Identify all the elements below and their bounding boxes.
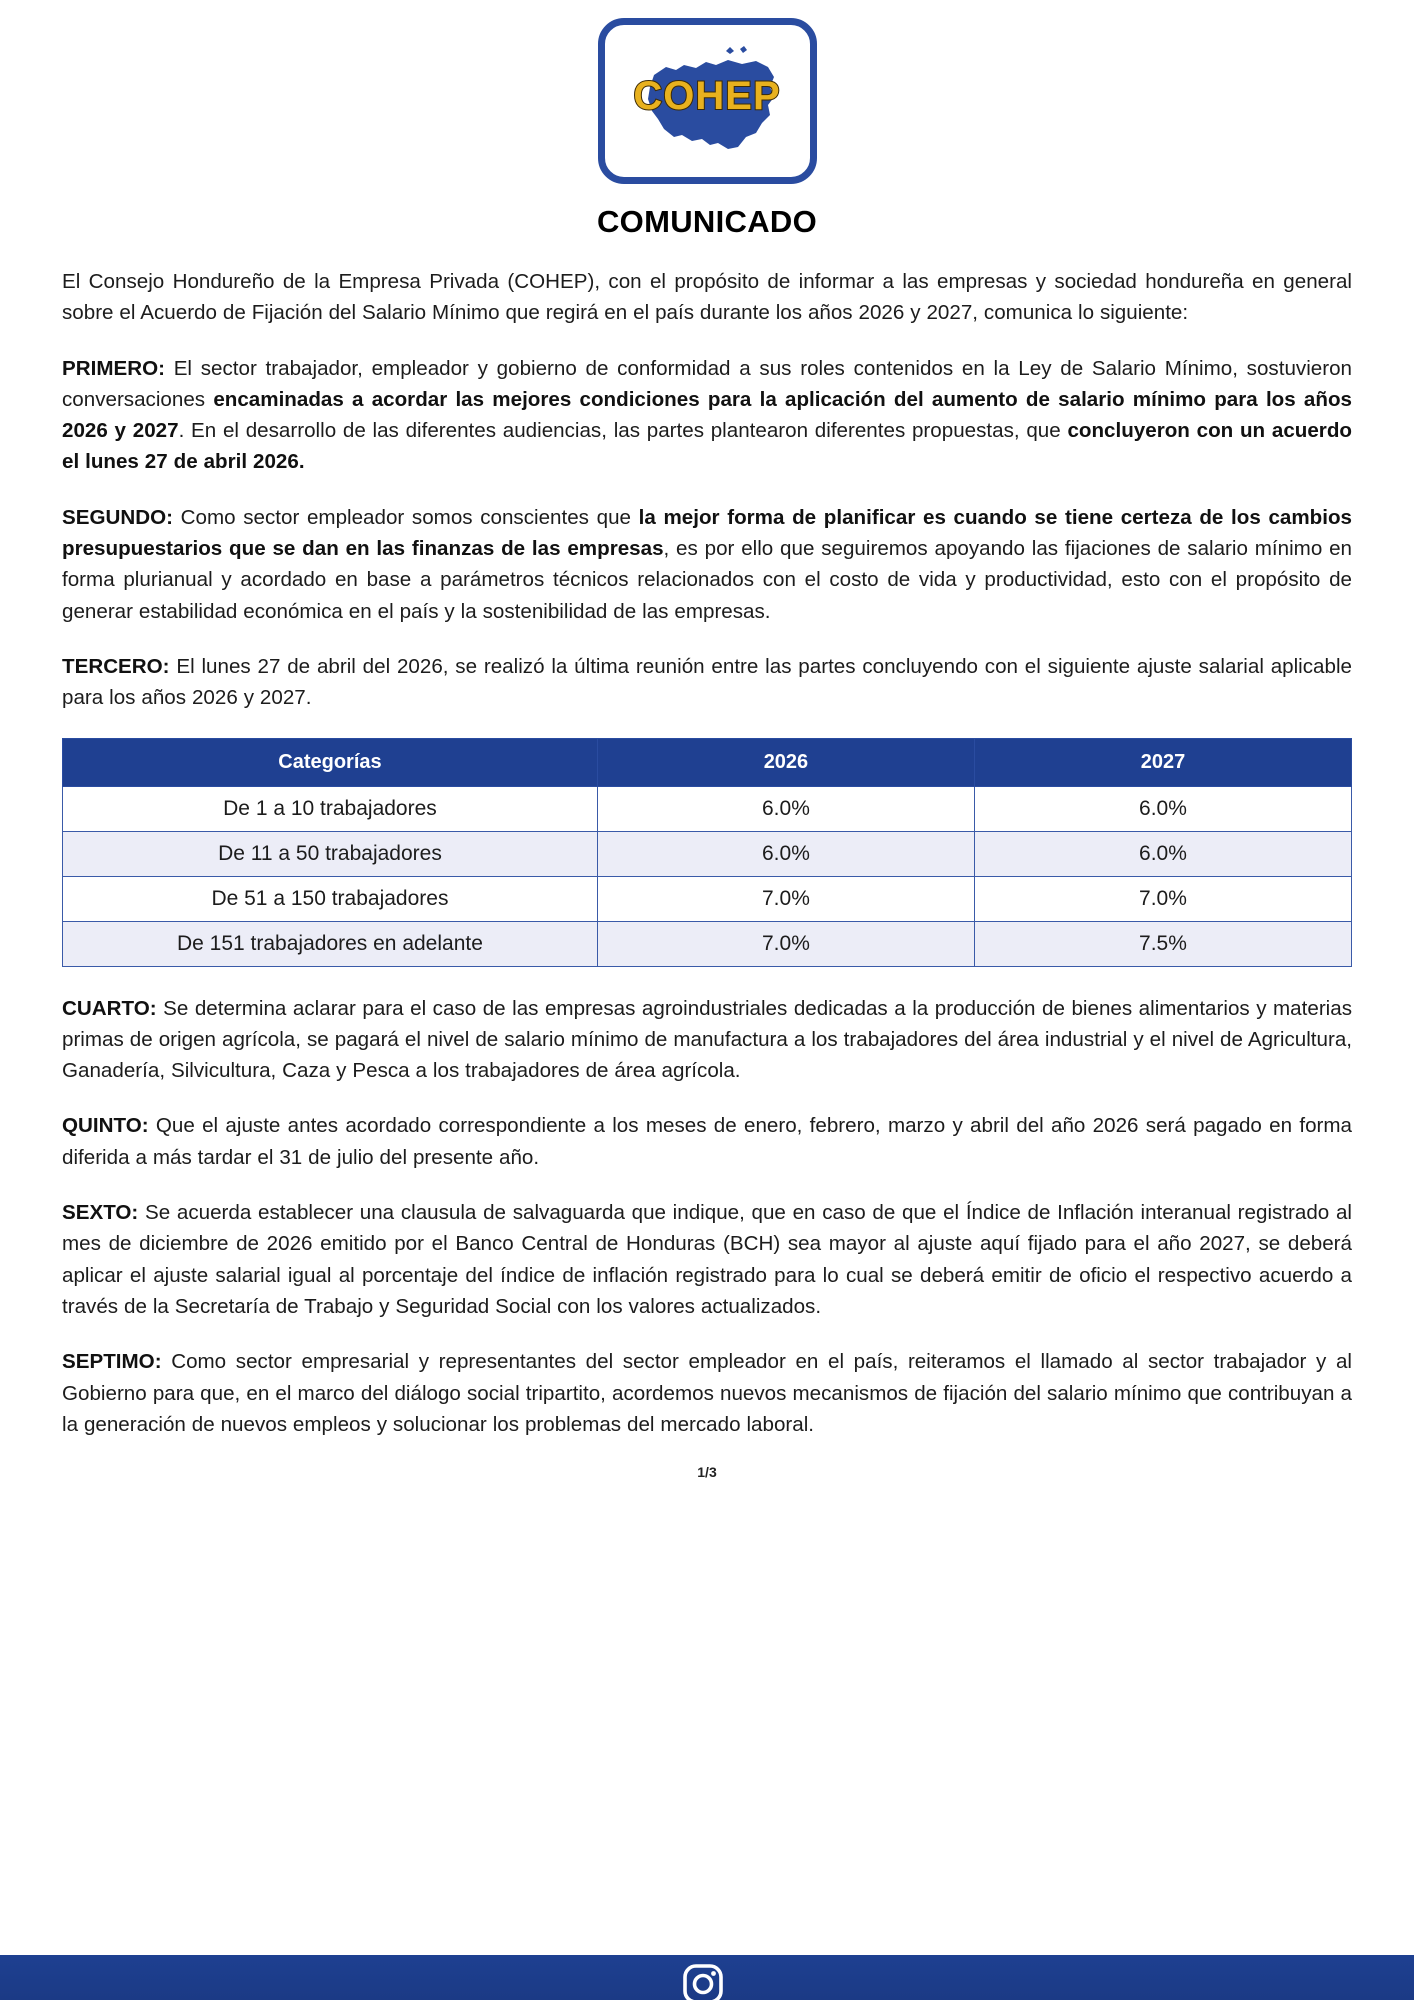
table-cell-2027: 7.5% (974, 921, 1351, 966)
paragraph-run: encaminadas a acordar las mejores condiciones para la aplicación del aumento de salario mínimo para los años 2026 y 2027 (62, 387, 1352, 443)
paragraph-septimo (62, 1346, 1352, 1440)
paragraph-run: S (62, 1350, 76, 1374)
paragraph-run: El Consejo Hondureño de la Empresa Privada (COHEP), con el propósito de informar a las empresas y sociedad hondureña en general sobre el Acuerdo de Fijación del Salario Mínimo que regirá en el país durante los años 2026 y 2027, comunica lo siguiente: (62, 270, 1352, 325)
salary-adjustment-table (62, 738, 1352, 967)
paragraph-run: SEXTO: (62, 1201, 139, 1225)
paragraph-run: Como sector empleador somos conscientes que (172, 505, 639, 529)
table-cell-category: De 151 trabajadores en adelante (63, 921, 598, 966)
paragraph-run: QUINTO: (62, 1114, 149, 1138)
paragraph-run: EPTIMO: (75, 1350, 162, 1374)
salary-table-wrapper (62, 738, 1352, 967)
table-cell-2027: 7.0% (974, 876, 1351, 921)
table-row (63, 786, 1352, 831)
paragraphs-before-table (62, 266, 1352, 714)
page-title: COMUNICADO (597, 204, 817, 239)
table-header-row (63, 738, 1352, 786)
table-header-2026: 2026 (597, 738, 974, 786)
paragraph-run: PRIMERO: (62, 356, 165, 380)
table-header-categorias: Categorías (63, 738, 598, 786)
paragraph-run: SEGUNDO: (62, 505, 173, 529)
paragraphs-after-table (62, 993, 1352, 1441)
paragraph-sexto (62, 1197, 1352, 1322)
table-cell-2026: 6.0% (597, 831, 974, 876)
paragraph-run: Se determina aclarar para el caso de las empresas agroindustriales dedicadas a la producción de bienes alimentarios y materias primas de origen agrícola, se pagará el nivel de salario mínimo de manufactura a los trabajadores del área industrial y el nivel de Agricultura, Ganadería, Silvicultura, Caza y Pesca a los trabajadores de área agrícola. (62, 996, 1352, 1083)
table-cell-2026: 7.0% (597, 921, 974, 966)
table-row (63, 876, 1352, 921)
instagram-icon[interactable] (682, 1961, 724, 2000)
table-body (63, 786, 1352, 966)
paragraph-quinto (62, 1110, 1352, 1173)
paragraph-run: concluyeron con un acuerdo el lunes 27 de abril 2026. (62, 419, 1352, 474)
table-cell-category: De 51 a 150 trabajadores (63, 876, 598, 921)
svg-text:COHEP: COHEP (633, 74, 781, 118)
paragraph-run: Se acuerda establecer una clausula de salvaguarda que indique, que en caso de que el Índice de Inflación interanual registrado al mes de diciembre de 2026 emitido por el Banco Central de Honduras (BCH) sea mayor al ajuste aquí fijado para el año 2027, se deberá aplicar el ajuste salarial igual al porcentaje del índice de inflación registrado para lo cual se deberá emitir de oficio el respectivo acuerdo a través de la Secretaría de Trabajo y Seguridad Social con los valores actualizados. (62, 1201, 1352, 1318)
paragraph-run: , es por ello que seguiremos apoyando las fijaciones de salario mínimo en forma plurianual y acordado en base a parámetros técnicos relacionados con el costo de vida y productividad, esto con el propósito de generar estabilidad económica en el país y la sostenibilidad de las empresas. (62, 537, 1352, 623)
paragraph-intro (62, 266, 1352, 329)
cohep-logo-graphic (618, 37, 796, 165)
table-cell-2027: 6.0% (974, 831, 1351, 876)
logo-header (0, 0, 1414, 190)
document-body (0, 266, 1414, 1480)
paragraph-run: El sector trabajador, empleador y gobierno de conformidad a sus roles contenidos en la Ley de Salario Mínimo, sostuvieron conversaciones (62, 356, 1352, 411)
paragraph-primero (62, 353, 1352, 478)
paragraph-run: la mejor forma de planificar es cuando se tiene certeza de los cambios presupuestarios que se dan en las finanzas de las empresas (62, 505, 1352, 561)
social-footer-bar (0, 1955, 1414, 2000)
table-cell-2026: 6.0% (597, 786, 974, 831)
paragraph-run: . En el desarrollo de las diferentes audiencias, las partes plantearon diferentes propuestas, que (178, 419, 1068, 443)
paragraph-segundo (62, 502, 1352, 627)
table-row (63, 831, 1352, 876)
table-cell-2027: 6.0% (974, 786, 1351, 831)
paragraph-cuarto (62, 993, 1352, 1087)
paragraph-tercero (62, 651, 1352, 714)
table-cell-category: De 11 a 50 trabajadores (63, 831, 598, 876)
paragraph-run: El lunes 27 de abril del 2026, se realizó la última reunión entre las partes concluyendo con el siguiente ajuste salarial aplicable para los años 2026 y 2027. (62, 654, 1352, 710)
table-cell-2026: 7.0% (597, 876, 974, 921)
page-number: 1/3 (697, 1464, 717, 1481)
table-cell-category: De 1 a 10 trabajadores (63, 786, 598, 831)
paragraph-run: Que el ajuste antes acordado correspondiente a los meses de enero, febrero, marzo y abril del año 2026 será pagado en forma diferida a más tardar el 31 de julio del presente año. (62, 1114, 1352, 1169)
table-row (63, 921, 1352, 966)
paragraph-run: TERCERO: (62, 654, 170, 678)
paragraph-run: Como sector empresarial y representantes del sector empleador en el país, reiteramos el llamado al sector trabajador y al Gobierno para que, en el marco del diálogo social tripartito, acordemos nuevos mecanismos de fijación del salario mínimo que contribuyan a la generación de nuevos empleos y solucionar los problemas del mercado laboral. (62, 1350, 1352, 1436)
cohep-logo (598, 18, 817, 184)
paragraph-run: CUARTO: (62, 996, 157, 1020)
table-header-2027: 2027 (974, 738, 1351, 786)
